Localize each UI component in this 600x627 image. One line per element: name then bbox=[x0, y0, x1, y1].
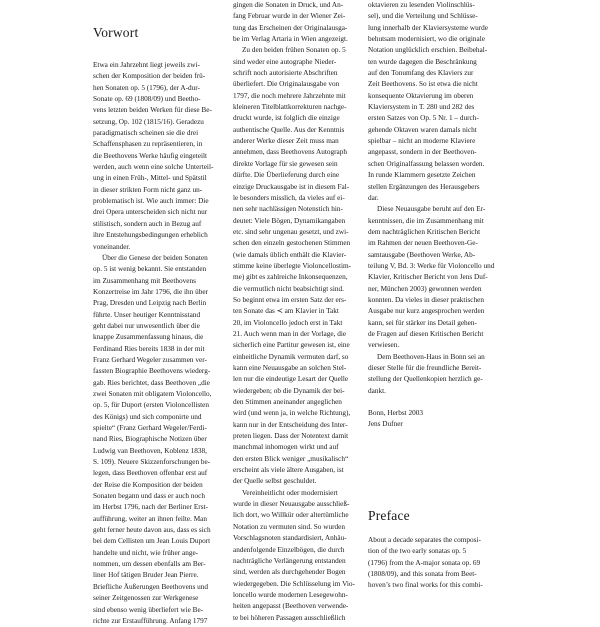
text-line: andenfolgende Einzelbögen, die durch bbox=[233, 545, 345, 554]
text-line: te bei höheren Passagen ausschließlich bbox=[233, 613, 346, 622]
text-line: spielte“ (Franz Gerhard Wegeler/Ferdi- bbox=[93, 424, 207, 432]
text-line: deutet: Viele Bögen, Dynamikangaben bbox=[233, 216, 346, 225]
text-line: liner Hof tätigen Bruder Jean Pierre. bbox=[93, 571, 199, 580]
text-line: ung in einen Früh-, Mittel- und Spätstil bbox=[93, 174, 207, 183]
text-line: voneinander. bbox=[93, 242, 131, 251]
text-line: Diese Neuausgabe beruht auf den Er- bbox=[377, 205, 486, 214]
text-line: drei Opera unterscheiden sich nicht nur bbox=[93, 208, 208, 217]
text-line: wiedergegeben. Die Schlüsselung im Vio- bbox=[233, 579, 355, 588]
preface-title: Preface bbox=[368, 508, 410, 523]
text-line: setzung, Op. 102 (1815/16). Geradezu bbox=[93, 117, 204, 126]
text-line: die Beethovens Werke häufig eingeteilt bbox=[93, 151, 208, 160]
text-line: vens letzten beiden Werken für diese Be- bbox=[93, 106, 212, 115]
text-line: sind, werden als durchgehender Bogen bbox=[233, 568, 346, 577]
signature-block bbox=[368, 408, 500, 431]
text-line: 20, im Violoncello jedoch erst in Takt bbox=[233, 318, 343, 327]
text-line: die vermutlich nicht beabsichtigt sind. bbox=[233, 284, 344, 293]
text-line: len nur die eindeutige Lesart der Quelle bbox=[233, 375, 349, 384]
text-line: druckt wurde, ist folglich die einzige bbox=[233, 114, 340, 123]
text-line: auf den Tonumfang des Klaviers zur bbox=[368, 69, 474, 78]
text-line: de Fragen auf diesen Kritischen Bericht bbox=[368, 329, 484, 338]
text-line: tion of the two early sonatas op. 5 bbox=[368, 547, 467, 556]
text-line: schen Originalfassung belassen worden. bbox=[368, 159, 485, 168]
text-line: werden, auch wenn eine solche Unterteil- bbox=[93, 163, 214, 172]
text-line: erscheint als viele ältere Ausgaben, ist bbox=[233, 466, 344, 475]
text-line: Klaviersystem in T. 280 und 282 des bbox=[368, 103, 475, 112]
text-line: Über die Genese der beiden Sonaten bbox=[102, 253, 208, 262]
text-line: geht dabei nur unwesentlich über die bbox=[93, 321, 200, 330]
text-line: oktavieren zu lesenden Violinschlüs- bbox=[368, 1, 475, 9]
text-line: stimme keine überlegte Violoncellostim- bbox=[233, 261, 352, 270]
text-line: ihre Entstehungsbedingungen erheblich bbox=[93, 231, 208, 240]
text-line: heiten angepasst (Beethoven verwende- bbox=[233, 602, 349, 611]
text-line: samtausgabe (Beethoven Werke, Ab- bbox=[368, 250, 476, 259]
text-line: konsequente Oktavierung im oberen bbox=[368, 91, 474, 100]
text-line: kann nur in der Entscheidung des Inter- bbox=[233, 420, 348, 429]
text-line: verwiesen. bbox=[368, 341, 400, 350]
text-line: kann, sei für stärker ins Detail gehen- bbox=[368, 318, 477, 327]
column-1 bbox=[93, 0, 224, 627]
text-line: dürfte. Die Überlieferung durch eine bbox=[233, 171, 340, 180]
vorwort-title: Vorwort bbox=[93, 25, 139, 40]
text-line: hen Sonaten op. 5 (1796), der A-dur- bbox=[93, 83, 200, 92]
text-line: im Zusammenhang mit Beethovens bbox=[93, 276, 196, 285]
text-line: im Rahmen der neuen Beethoven-Ge- bbox=[368, 239, 478, 248]
text-line: So beginnt etwa im ersten Satz der ers- bbox=[233, 295, 347, 304]
text-line: angepasst, sondern in der Beethoven- bbox=[368, 148, 477, 157]
text-line: spielbar – nicht an moderne Klaviere bbox=[368, 137, 476, 146]
text-line: ersten Satzes von Op. 5 Nr. 1 – durch- bbox=[368, 114, 479, 123]
text-line: Dem Beethoven-Haus in Bonn sei an bbox=[377, 352, 485, 361]
text-line: tung das Erscheinen der Originalausga- bbox=[233, 23, 348, 32]
text-line: kann eine Neuausgabe an solchen Stel- bbox=[233, 364, 347, 372]
text-line: stellen Ergänzungen des Herausgebers bbox=[368, 182, 480, 191]
column-1-text bbox=[93, 60, 224, 627]
text-line: preten liegen. Dass der Notentext damit bbox=[233, 432, 349, 441]
text-line: S. 109). Neuere Skizzenforschungen be- bbox=[93, 458, 211, 467]
text-line: der Reise die Komposition der beiden bbox=[93, 480, 203, 489]
text-line: Ferdinand Ries bereits 1838 in der mit bbox=[93, 344, 205, 353]
text-line: etc. sind sehr ungenau gesetzt, und zwi- bbox=[233, 227, 349, 236]
text-line: 1797, die noch mehrere Jahrzehnte mit bbox=[233, 91, 346, 100]
text-line: Sonate op. 69 (1808/09) und Beetho- bbox=[93, 95, 201, 104]
text-line: Sonaten begann und dass er auch noch bbox=[93, 492, 205, 501]
text-line: stellung der Quellenkopien herzlich ge- bbox=[368, 375, 483, 384]
column-2 bbox=[233, 0, 364, 624]
text-line: der Quelle selbst geschuldet. bbox=[233, 477, 317, 486]
text-line: In runde Klammern gesetzte Zeichen bbox=[368, 171, 476, 180]
text-line: zwei Sonaten mit obligatem Violoncello, bbox=[93, 389, 212, 398]
text-line: einheitliche Dynamik vermuten darf, so bbox=[233, 352, 349, 361]
text-line: dem nachträglichen Kritischen Bericht bbox=[368, 227, 481, 236]
text-line: manchmal inhomogen wirkt und auf bbox=[233, 443, 339, 452]
text-line: gab. Ries berichtet, dass Beethoven „die bbox=[93, 378, 210, 387]
text-line: dieser Stelle für die freundliche Bereit- bbox=[368, 364, 482, 372]
text-line: direkte Vorlage für sie gewesen sein bbox=[233, 159, 338, 168]
text-line: legen, dass Beethoven offenbar erst auf bbox=[93, 469, 208, 478]
text-line: ten Sonate das ≺ am Klavier in Takt bbox=[233, 307, 339, 316]
text-line: teilung V, Bd. 3: Werke für Violoncello und bbox=[368, 261, 495, 270]
text-line: hoven’s two final works for this combi- bbox=[368, 581, 483, 590]
text-line: sel), und die Verteilung und Schlüsse- bbox=[368, 12, 478, 21]
text-line: gehende Oktaven waren damals nicht bbox=[368, 125, 477, 134]
signature-place-date: Bonn, Herbst 2003 bbox=[368, 409, 423, 418]
text-line: op. 5, für Duport (ersten Violoncellisten bbox=[93, 401, 210, 410]
text-line: geht ferner heute davon aus, dass es sich bbox=[93, 526, 211, 535]
column-2-text bbox=[233, 0, 364, 624]
text-line: op. 5 ist wenig bekannt. Sie entstanden bbox=[93, 265, 207, 274]
text-line: annehmen, dass Beethovens Autograph bbox=[233, 148, 347, 157]
text-line: lung innerhalb der Klaviersysteme wurde bbox=[368, 23, 488, 32]
text-line: bei dem Cellisten um Jean Louis Duport bbox=[93, 537, 211, 546]
text-line: anderer Werke dieser Zeit muss man bbox=[233, 137, 339, 146]
text-line: fassten Biographie Beethovens wiederg- bbox=[93, 367, 211, 376]
text-line: lich dort, wo Willkür oder altertümliche bbox=[233, 511, 349, 520]
text-line: richte zur Erstaufführung. Anfang 1797 bbox=[93, 616, 208, 625]
text-line: gingen die Sonaten in Druck, und An- bbox=[233, 1, 344, 9]
text-line: seiner Zeitgenossen zur Werkgenese bbox=[93, 594, 199, 603]
text-line: Konzertreise im Jahr 1796, die ihn über bbox=[93, 287, 208, 296]
text-line: einzige Druckausgabe ist in diesem Fal- bbox=[233, 182, 350, 191]
text-line: handelte und nicht, wie früher ange- bbox=[93, 548, 199, 557]
text-line: Vorschlagsnoten standardisiert, Anhäu- bbox=[233, 534, 347, 543]
text-line: Zeit Beethovens. So ist etwa die nicht bbox=[368, 80, 478, 89]
text-line: nachträgliche Verlängerung entstanden bbox=[233, 556, 346, 565]
text-line: stilistisch, sondern auch in Bezug auf bbox=[93, 219, 202, 228]
text-line: nand Ries, Biographische Notizen über bbox=[93, 435, 207, 444]
text-line: (1808/09), and this sonata from Beet- bbox=[368, 570, 477, 579]
text-line: führte. Unser heutiger Kenntnisstand bbox=[93, 310, 201, 319]
text-line: sind ebenso wenig überliefert wie Be- bbox=[93, 605, 204, 614]
signature-name: Jens Dufner bbox=[368, 420, 403, 429]
text-line: den Stimmen aneinander angeglichen bbox=[233, 398, 342, 407]
text-line: den ersten Blick weniger „musikalisch“ bbox=[233, 454, 349, 463]
text-line: paradigmatisch scheinen sie die drei bbox=[93, 129, 199, 138]
text-line: Prag, Dresden und Leipzig nach Berlin bbox=[93, 299, 207, 308]
text-line: konnten. Da vieles in dieser praktischen bbox=[368, 295, 484, 304]
text-line: Notation zu vermuten sind. So wurden bbox=[233, 522, 345, 531]
text-line: wiedergeben; ob die Dynamik der bei- bbox=[233, 386, 345, 395]
text-line: fang Februar wurde in der Wiener Zei- bbox=[233, 12, 346, 21]
text-line: nommen, um dessen ebenfalls am Ber- bbox=[93, 560, 206, 569]
preface-text bbox=[368, 535, 500, 592]
text-line: dar. bbox=[368, 193, 379, 202]
text-line: Schaffensphasen zu repräsentieren, in bbox=[93, 140, 203, 149]
text-line: im Herbst 1796, nach der Berliner Erst- bbox=[93, 503, 208, 512]
text-line: schen den einzeln gestochenen Stimmen bbox=[233, 239, 351, 248]
text-line: authentische Quelle. Aus der Kenntnis bbox=[233, 125, 345, 134]
column-3 bbox=[368, 0, 500, 431]
text-line: About a decade separates the composi- bbox=[368, 536, 481, 544]
text-line: loncello wurde modernen Lesegewohn- bbox=[233, 590, 348, 599]
text-line: le besonders misslich, da vieles auf ei- bbox=[233, 193, 345, 202]
text-line: 21. Auch wenn man in der Vorlage, die bbox=[233, 329, 347, 338]
text-line: me) gibt es zahlreiche Inkonsequenzen, bbox=[233, 273, 348, 282]
text-line: schrift noch autorisierte Abschriften bbox=[233, 69, 338, 78]
column-3-text bbox=[368, 0, 500, 397]
text-line: nen sehr nachlässigen Notenstich hin- bbox=[233, 205, 343, 214]
text-line: sicherlich eine Partitur gewesen ist, eine bbox=[233, 341, 350, 350]
text-line: be im Verlag Artaria in Wien angezeigt. bbox=[233, 35, 348, 44]
text-line: dankt. bbox=[368, 386, 386, 395]
text-line: kleineren Titelblattkorrekturen nachge- bbox=[233, 103, 347, 112]
text-line: aufführung, weiter an ihnen feilte. Man bbox=[93, 514, 208, 523]
text-line: Franz Gerhard Wegeler zusammen ver- bbox=[93, 355, 207, 364]
text-line: Vereinheitlicht oder modernisiert bbox=[242, 488, 338, 497]
text-line: knappe Zusammenfassung hinaus, die bbox=[93, 333, 204, 342]
text-line: sind weder eine autographe Nieder- bbox=[233, 57, 337, 66]
text-line: Briefliche Äußerungen Beethovens und bbox=[93, 582, 208, 591]
text-line: problematisch ist. Wie auch immer: Die bbox=[93, 197, 209, 206]
text-line: wird (und wenn ja, in welche Richtung), bbox=[233, 409, 351, 418]
text-line: Klavier, Kritischer Bericht von Jens Duf- bbox=[368, 273, 488, 282]
text-line: in dieser strikten Form nicht ganz un- bbox=[93, 185, 203, 194]
text-line: Ludwig van Beethoven, Koblenz 1838, bbox=[93, 446, 207, 455]
text-line: (1796) from the A-major sonata op. 69 bbox=[368, 558, 481, 567]
text-line: behutsam modernisiert, wo die originale bbox=[368, 35, 485, 44]
text-line: des Königs) und sich componirte und bbox=[93, 412, 202, 421]
text-line: schen der Komposition der beiden frü- bbox=[93, 72, 206, 81]
text-line: ten wurde dagegen die Beschränkung bbox=[368, 57, 477, 66]
text-line: Ausgabe nur kurz angesprochen werden bbox=[368, 307, 485, 316]
text-line: (wie damals üblich enthält die Klavier- bbox=[233, 250, 347, 259]
text-line: überliefert. Die Originalausgabe von bbox=[233, 80, 340, 89]
text-line: wurde in dieser Neuausgabe ausschließ- bbox=[233, 500, 350, 509]
text-line: Zu den beiden frühen Sonaten op. 5 bbox=[242, 46, 346, 55]
text-line: ner, München 2003) gewonnen werden bbox=[368, 284, 482, 293]
text-line: Etwa ein Jahrzehnt liegt jeweils zwi- bbox=[93, 61, 200, 69]
text-line: Notation unglücklich erschien. Beibehal- bbox=[368, 46, 488, 55]
text-line: kenntnissen, die im Zusammenhang mit bbox=[368, 216, 484, 225]
